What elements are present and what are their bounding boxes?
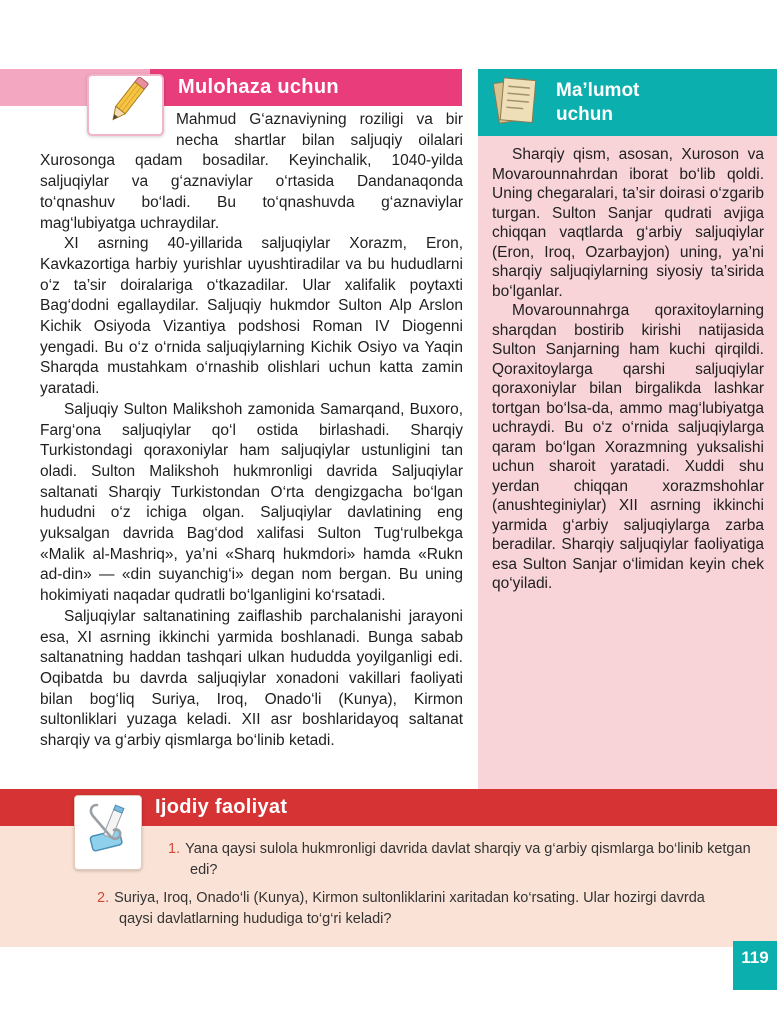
question-number: 2. xyxy=(97,890,110,906)
main-text-column xyxy=(40,110,463,752)
malumot-sidebar xyxy=(478,69,777,790)
paperclip-icon xyxy=(81,799,135,866)
mulohaza-title: Mulohaza uchun xyxy=(178,76,339,98)
body-paragraph: XI asrning 40-yillarida saljuqiylar Xorazm, Eron, Kavkazortiga harbiy yurishlar uyushtiradilar va bu hududlarni o‘z ta’sir doiralariga o‘tkazadilar. Ular xalifalik poytaxti Bag‘dodni egallaydilar. Saljuqiy hukmdor Sulton Alp Arslon Kichik Osiyoda Vizantiya podshosi Roman IV Diogenni yengadi. Bu o‘z o‘rnida saljuqiylarning Kichik Osiyo va Yaqin Sharqda mustahkam o‘rnashib olishlari uchun katta zamin yaratadi. xyxy=(40,235,463,398)
mulohaza-banner xyxy=(0,69,462,106)
question-number: 1. xyxy=(168,841,181,857)
page-number: 119 xyxy=(733,941,777,990)
question-text: Suriya, Iroq, Onado‘li (Kunya), Kirmon sultonliklarini xaritadan ko‘rsating. Ular hozirgi davrda qaysi davlatlarning hududiga to‘g‘ri keladi? xyxy=(114,890,705,927)
mulohaza-banner-dark xyxy=(150,69,462,106)
sidebar-paragraph: Movarounnahrga qoraxitoylarning sharqdan bostirib kirishi natijasida Sulton Sanjarning ham kuchi qirqildi. Qoraxitoylarga qarshi saljuqiylar qoraxoniylar bilan birgalikda lashkar tortgan bo‘lsa-da, ammo mag‘lubiyatga uchraydi. Bu o‘z o‘rnida saljuqiylarga qaram bo‘lgan Xorazmning yuksalishi uchun sharoit yaratadi. Xuddi shu yerdan chiqqan xorazmshohlar (anushteginiylar) XII asrning ikkinchi yarmida g‘arbiy saljuqiylarga zarba beradilar. Sharqiy saljuqiylar faoliyatiga esa Sulton Sanjar o‘limidan keyin chek qo‘yiladi. xyxy=(492,302,764,592)
question-text: Yana qaysi sulola hukmronligi davrida davlat sharqiy va g‘arbiy qismlarga bo‘linib ketgan edi? xyxy=(185,841,751,878)
paperclip-icon-box xyxy=(74,795,142,870)
pencil-icon xyxy=(97,77,155,134)
body-paragraph: Saljuqiylar saltanatining zaiflashib parchalanishi jarayoni esa, XI asrning ikkinchi yarmida boshlanadi. Bunga sabab saltanatning haddan tashqari ulkan hududda yoyilganligi edi. Oqibatda bu davrda saljuqiylar xonadoni vakillari faoliyati bilan bog‘liq Suriya, Iroq, Onado‘li (Kunya), Kirmon sultonliklari yuzaga keladi. XII asr boshlaridayoq saltanat sharqiy va g‘arbiy qismlarga bo‘linib ketadi. xyxy=(40,607,463,750)
question-item xyxy=(168,839,753,881)
body-paragraph: Saljuqiy Sulton Malikshoh zamonida Samarqand, Buxoro, Farg‘ona saljuqiylar qo‘l ostida birlashadi. Sharqiy Turkistondagi qoraxoniylar ham saljuqiylar ustunligini tan oladi. Sulton Malikshoh hukmronligi davrida Saljuqiylar saltanati Sharqiy Turkistondan O‘rta dengizgacha bo‘lgan hududni o‘z ichiga olgan. Saljuqiylar davlatining eng yuksalgan davrida Bag‘dod xalifasi Sulton Tug‘rulbekga «Malik al-Mashriq», ya’ni «Sharq hukmdori» hamda «Rukn ad-din» — «din suyanchig‘i» degan nom bergan. Bu uning hokimiyati naqadar qudratli bo‘lganligini ko‘rsatadi. xyxy=(40,400,463,605)
malumot-body xyxy=(478,136,777,790)
question-item xyxy=(97,888,727,930)
sidebar-paragraph: Sharqiy qism, asosan, Xuroson va Movarounnahrdan iborat bo‘lib qoldi. Uning chegaralari, ta’sir doirasi o‘zgarib turgan. Sulton Sanjar qudrati avjiga chiqqan vaqtlarda g‘arbiy saljuqiylar (Eron, Iroq, Ozarbayjon) uning, ya’ni sharqiy saljuqiylarning siyosiy ta’sirida bo‘lganlar. xyxy=(492,146,764,300)
malumot-header xyxy=(478,69,777,136)
malumot-title: Ma’lumot uchun xyxy=(556,79,640,125)
body-paragraph-text: Mahmud G‘aznaviyning roziligi va bir necha shartlar bilan saljuqiy oilalari Xurosonga qadam bosadilar. Keyinchalik, 1040-yilda saljuqiylar va g‘aznaviylar o‘rtasida Dandanaqonda to‘qnashuv bo‘ladi. Bu to‘qnashuvda g‘aznaviylar mag‘lubiyatga uchraydilar. xyxy=(40,111,463,232)
papers-icon xyxy=(486,73,544,132)
pencil-icon-box xyxy=(87,74,164,136)
ijodiy-title: Ijodiy faoliyat xyxy=(155,796,288,818)
